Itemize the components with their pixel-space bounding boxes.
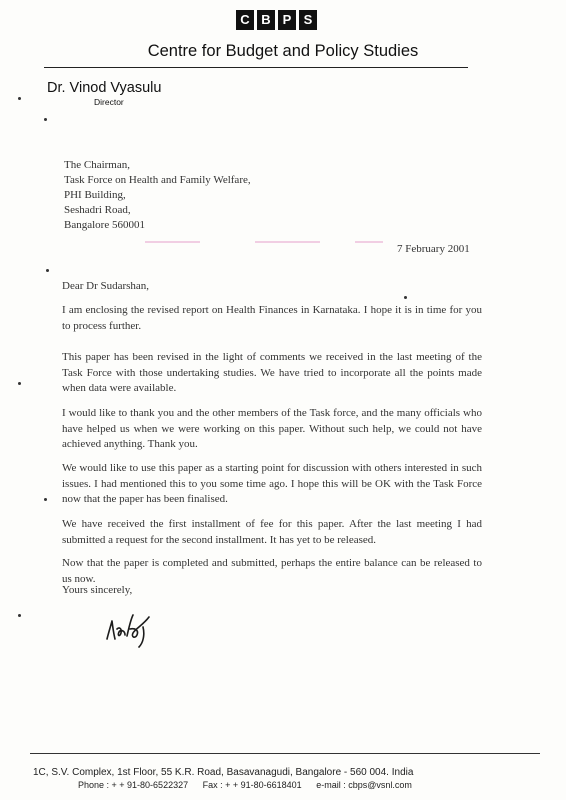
logo-letter: P: [278, 10, 296, 30]
footer-phone: Phone : + + 91-80-6522327: [78, 780, 189, 790]
address-line: Task Force on Health and Family Welfare,: [64, 174, 251, 186]
footer-contact: [78, 780, 424, 790]
footer-address: 1C, S.V. Complex, 1st Floor, 55 K.R. Road, Basavanagudi, Bangalore - 560 004. India: [33, 767, 414, 778]
header-rule: [44, 67, 468, 68]
address-line: Bangalore 560001: [64, 219, 145, 231]
ink-smudge: [355, 241, 383, 243]
salutation: Dear Dr Sudarshan,: [62, 280, 150, 292]
scan-speck: [46, 269, 49, 272]
body-paragraph: Now that the paper is completed and submitted, perhaps the entire balance can be released to us now.: [62, 557, 482, 585]
address-line: PHI Building,: [64, 189, 126, 201]
letter-date: 7 February 2001: [397, 243, 470, 255]
recipient-address: [64, 158, 251, 233]
cbps-logo: [236, 10, 317, 30]
ink-smudge: [145, 241, 200, 243]
address-line: Seshadri Road,: [64, 204, 131, 216]
scan-speck: [18, 97, 21, 100]
sender-name: Dr. Vinod Vyasulu: [47, 80, 162, 96]
handwritten-signature: [103, 609, 163, 649]
body-paragraph: I am enclosing the revised report on Health Finances in Karnataka. I hope it is in time for you to process further.: [62, 304, 482, 332]
scan-speck: [18, 382, 21, 385]
ink-smudge: [255, 241, 320, 243]
organization-name: Centre for Budget and Policy Studies: [147, 42, 419, 60]
scan-speck: [404, 296, 407, 299]
closing: Yours sincerely,: [62, 584, 133, 596]
body-paragraph: This paper has been revised in the light of comments we received in the last meeting of the Task Force with those undertaking studies. We have tried to incorporate all the points made when data were available.: [62, 351, 482, 394]
footer-email: e-mail : cbps@vsnl.com: [316, 780, 412, 790]
body-paragraph: We would like to use this paper as a starting point for discussion with others interested in such issues. I had mentioned this to you some time ago. I hope this will be OK with the Task Force now that the paper has been finalised.: [62, 462, 482, 505]
footer-fax: Fax : + + 91-80-6618401: [202, 780, 302, 790]
logo-letter: C: [236, 10, 254, 30]
scan-speck: [18, 614, 21, 617]
scan-speck: [44, 498, 47, 501]
sender-title: Director: [94, 97, 124, 107]
logo-letter: S: [299, 10, 317, 30]
scan-speck: [44, 118, 47, 121]
logo-letter: B: [257, 10, 275, 30]
body-paragraph: We have received the first installment of fee for this paper. After the last meeting I had submitted a request for the second installment. It has yet to be released.: [62, 518, 482, 546]
address-line: The Chairman,: [64, 159, 130, 171]
body-paragraph: I would like to thank you and the other members of the Task force, and the many officials who have helped us when we were working on this paper. Without such help, we could not have achieved anything. Thank you.: [62, 407, 482, 450]
footer-rule: [30, 753, 540, 754]
